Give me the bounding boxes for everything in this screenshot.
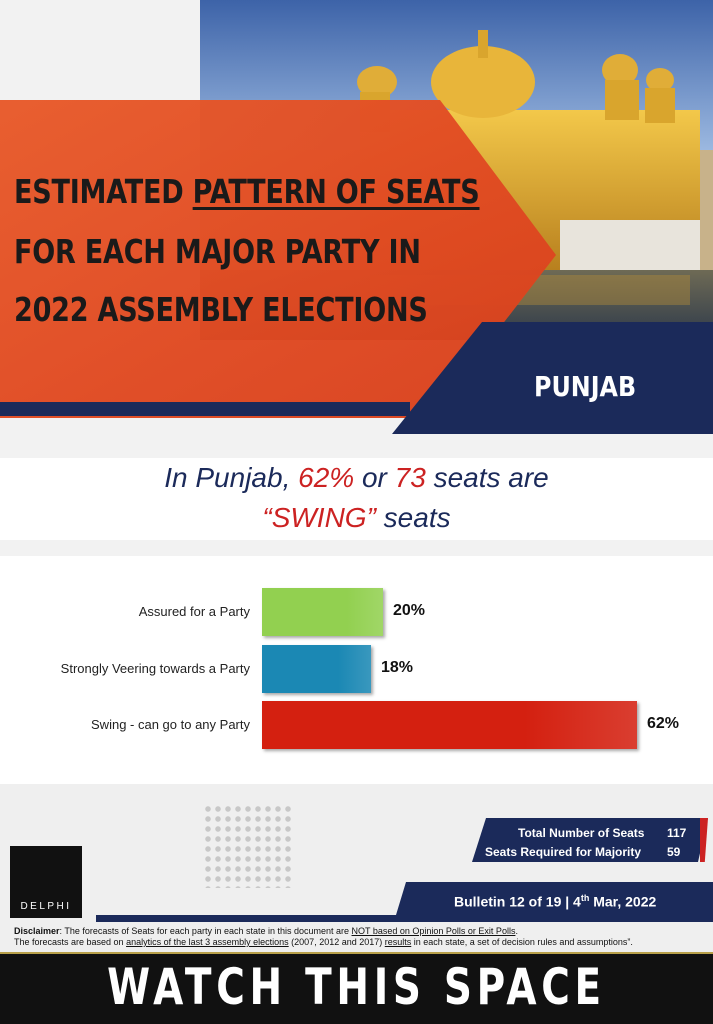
dot-pattern xyxy=(203,804,293,888)
title-line-3: 2022 ASSEMBLY ELECTIONS xyxy=(14,290,428,329)
disclaimer-emphasis: NOT based on Opinion Polls or Exit Polls xyxy=(351,926,516,936)
disclaimer-text: The forecasts are based on xyxy=(14,937,127,947)
delphi-logo xyxy=(10,846,82,918)
disclaimer-emphasis: analytics of the last 3 assembly elections xyxy=(126,937,289,947)
category-label: Strongly Veering towards a Party xyxy=(60,661,250,676)
header xyxy=(0,0,713,458)
bulletin-text xyxy=(454,893,656,910)
majority-seats-label: Seats Required for Majority xyxy=(485,845,642,859)
seat-pattern-chart xyxy=(0,570,713,770)
bulletin-date: Mar, 2022 xyxy=(589,893,657,910)
title-line-2: FOR EACH MAJOR PARTY IN xyxy=(14,232,421,271)
disclaimer-line-1 xyxy=(14,926,704,937)
category-label: Swing - can go to any Party xyxy=(91,717,250,732)
total-seats-value: 117 xyxy=(667,826,687,840)
majority-seats-value: 59 xyxy=(667,845,681,859)
headline-text: seats are xyxy=(425,462,549,493)
bar xyxy=(262,645,371,693)
banner-gold-line xyxy=(0,952,713,954)
logo-text: DELPHI xyxy=(20,901,72,912)
disclaimer-text: in each state, a set of decision rules and assumptions”. xyxy=(411,937,633,947)
disclaimer xyxy=(14,926,704,948)
disclaimer-text: : The forecasts of Seats for each party in each state in this document are xyxy=(59,926,352,936)
headline-text: seats xyxy=(375,502,451,533)
bulletin-date-suffix: th xyxy=(580,893,590,903)
disclaimer-text: . xyxy=(515,926,518,936)
title-line-1 xyxy=(14,172,480,211)
state-name: PUNJAB xyxy=(534,370,637,403)
total-seats-label: Total Number of Seats xyxy=(518,826,645,840)
bar xyxy=(262,588,383,636)
title-underlined: PATTERN OF SEATS xyxy=(192,172,480,211)
navy-divider xyxy=(0,402,410,416)
title-prefix: ESTIMATED xyxy=(14,172,193,211)
disclaimer-text: (2007, 2012 and 2017) xyxy=(288,937,385,947)
bar xyxy=(262,701,637,749)
headline-line-1 xyxy=(0,462,713,494)
banner-text: WATCH THIS SPACE xyxy=(107,958,606,1016)
headline-line-2 xyxy=(0,502,713,534)
disclaimer-label: Disclaimer xyxy=(14,926,60,936)
headline-swing-seats: 73 xyxy=(394,462,426,493)
value-label: 20% xyxy=(393,602,426,619)
disclaimer-line-2 xyxy=(14,937,704,948)
category-label: Assured for a Party xyxy=(138,604,250,619)
value-label: 62% xyxy=(647,715,680,732)
value-label: 18% xyxy=(381,659,414,676)
headline-text: In Punjab, xyxy=(164,462,299,493)
headline-swing-word: “SWING” xyxy=(262,502,376,533)
headline-swing-percent: 62% xyxy=(298,462,355,493)
disclaimer-emphasis: results xyxy=(384,937,412,947)
bulletin-number: Bulletin 12 of 19 | 4 xyxy=(454,893,581,910)
headline-text: or xyxy=(354,462,395,493)
section-divider xyxy=(0,540,713,556)
